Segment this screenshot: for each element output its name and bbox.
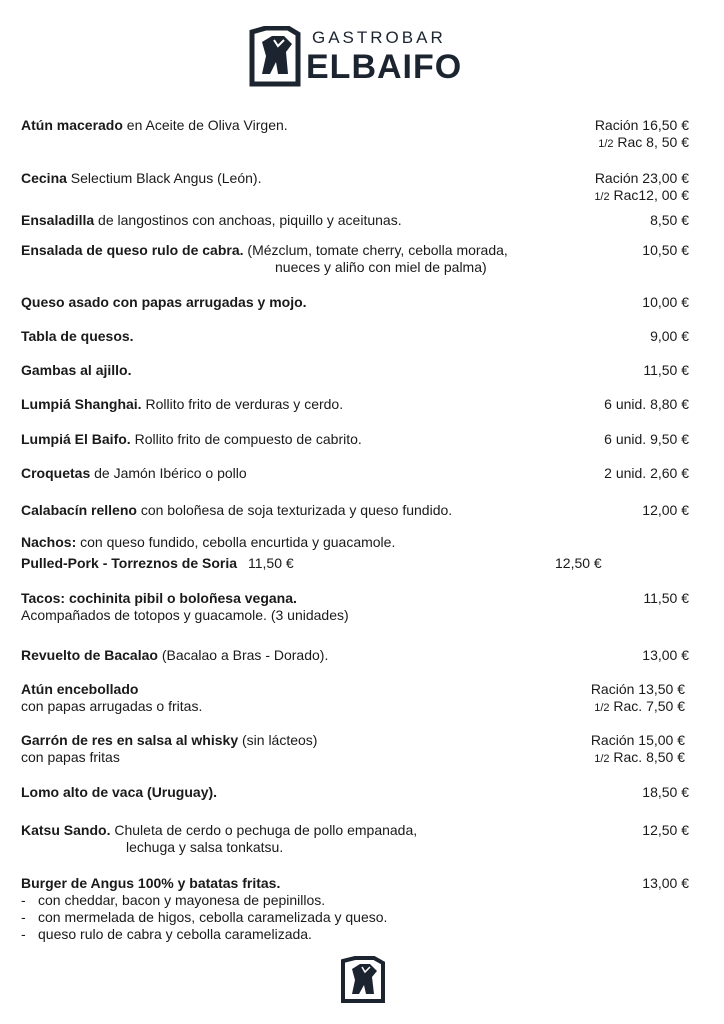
option-name: Pulled-Pork <box>21 555 99 571</box>
dish-name: Katsu Sando. <box>21 822 111 838</box>
nachos-options <box>21 555 689 575</box>
bullet-dash: - <box>21 909 26 925</box>
menu-item <box>21 875 689 943</box>
dish-price: 12,00 € <box>642 502 689 518</box>
dish-description-cont: nueces y aliño con miel de palma) <box>275 259 487 275</box>
dish-price: Ración 15,00 € <box>590 732 685 748</box>
dish-name: Tacos: cochinita pibil o boloñesa vegana. <box>21 590 297 606</box>
dish-description: de langostinos con anchoas, piquillo y aceitunas. <box>94 212 402 228</box>
menu-item <box>21 294 689 328</box>
option-price: 11,50 € <box>248 555 294 571</box>
dish-description: Selectium Black Angus (León). <box>66 170 262 186</box>
option-price: 12,50 € <box>555 555 602 571</box>
burger-option <box>21 892 689 909</box>
half-price: Rac 8, 50 € <box>613 134 689 150</box>
option-name: Torreznos de Soria <box>111 555 238 571</box>
menu-item <box>21 242 689 294</box>
brand-header <box>248 24 478 94</box>
dish-price: 8,50 € <box>650 212 689 228</box>
dish-description: en Aceite de Oliva Virgen. <box>122 117 288 133</box>
menu-list <box>21 117 689 943</box>
dish-price: 13,00 € <box>642 875 689 891</box>
dish-price: 18,50 € <box>642 784 689 800</box>
menu-item <box>21 465 689 502</box>
dish-description: Rollito frito de verduras y cerdo. <box>141 396 344 412</box>
dish-price: 6 unid. 8,80 € <box>604 396 689 412</box>
half-label: 1/2 <box>594 753 610 765</box>
dish-name: Gambas al ajillo. <box>21 362 132 378</box>
dish-name: Ensalada de queso rulo de cabra. <box>21 242 244 258</box>
dish-price: 12,50 € <box>642 822 689 838</box>
goat-head-logo-icon <box>248 26 302 88</box>
dish-name: Nachos: <box>21 534 77 550</box>
dish-name: Ensaladilla <box>21 212 95 228</box>
burger-option <box>21 926 689 943</box>
dish-description: (sin lácteos) <box>238 732 318 748</box>
brand-title: ELBAIFO <box>306 48 463 86</box>
menu-item <box>21 822 689 875</box>
menu-item <box>21 784 689 822</box>
menu-item <box>21 590 689 647</box>
dish-name: Croquetas <box>21 465 91 481</box>
dish-description: con boloñesa de soja texturizada y queso fundido. <box>136 502 453 518</box>
menu-item <box>21 681 689 732</box>
dish-price: 2 unid. 2,60 € <box>604 465 689 481</box>
half-label: 1/2 <box>594 191 610 203</box>
dish-price: Ración 16,50 € <box>594 117 689 133</box>
option-text: con cheddar, bacon y mayonesa de pepinillos. <box>38 892 326 908</box>
menu-item <box>21 732 689 784</box>
brand-subtitle: GASTROBAR <box>312 28 446 47</box>
half-label: 1/2 <box>594 702 610 714</box>
option-text: con mermelada de higos, cebolla caramelizada y queso. <box>38 909 388 925</box>
menu-item <box>21 328 689 362</box>
dish-name: Burger de Angus 100% y batatas fritas. <box>21 875 281 891</box>
dish-name: Revuelto de Bacalao <box>21 647 158 663</box>
option-separator: - <box>102 555 108 571</box>
menu-item <box>21 117 689 170</box>
dish-price: 9,00 € <box>650 328 689 344</box>
menu-item <box>21 502 689 534</box>
menu-item <box>21 534 689 590</box>
dish-name: Lumpiá Shanghai. <box>21 396 142 412</box>
dish-description: (Bacalao a Bras - Dorado). <box>157 647 329 663</box>
dish-name: Garrón de res en salsa al whisky <box>21 732 239 748</box>
goat-head-footer-icon <box>340 956 386 1004</box>
dish-description: Chuleta de cerdo o pechuga de pollo empanada, <box>110 822 418 838</box>
dish-name: Atún encebollado <box>21 681 139 697</box>
menu-item <box>21 396 689 431</box>
burger-option <box>21 909 689 926</box>
dish-price: 11,50 € <box>643 362 689 378</box>
menu-item <box>21 212 689 242</box>
dish-price: 13,00 € <box>642 647 689 663</box>
dish-name: Queso asado con papas arrugadas y mojo. <box>21 294 307 310</box>
half-price: Rac12, 00 € <box>609 187 689 203</box>
dish-description: Rollito frito de compuesto de cabrito. <box>130 431 362 447</box>
dish-name: Calabacín relleno <box>21 502 137 518</box>
half-label: 1/2 <box>598 138 614 150</box>
dish-description-cont: con papas fritas <box>21 749 120 765</box>
dish-price: Ración 13,50 € <box>590 681 685 697</box>
bullet-dash: - <box>21 892 26 908</box>
dish-price: Ración 23,00 € <box>594 170 689 186</box>
half-price: Rac. 7,50 € <box>609 698 685 714</box>
dish-name: Lomo alto de vaca (Uruguay). <box>21 784 218 800</box>
dish-price: 10,50 € <box>642 242 689 258</box>
dish-name: Tabla de quesos. <box>21 328 134 344</box>
dish-price: 6 unid. 9,50 € <box>604 431 689 447</box>
dish-name: Atún macerado <box>21 117 123 133</box>
option-text: queso rulo de cabra y cebolla caramelizada. <box>38 926 312 942</box>
bullet-dash: - <box>21 926 26 942</box>
dish-name: Cecina <box>21 170 67 186</box>
dish-description: Acompañados de totopos y guacamole. (3 unidades) <box>21 607 349 623</box>
menu-item <box>21 647 689 681</box>
dish-price: 11,50 € <box>643 590 689 606</box>
menu-item <box>21 431 689 465</box>
dish-description: con queso fundido, cebolla encurtida y guacamole. <box>76 534 396 550</box>
menu-item <box>21 170 689 212</box>
dish-description: con papas arrugadas o fritas. <box>21 698 203 714</box>
half-price: Rac. 8,50 € <box>609 749 685 765</box>
dish-description: (Mézclum, tomate cherry, cebolla morada, <box>243 242 508 258</box>
dish-price: 10,00 € <box>642 294 689 310</box>
dish-description: de Jamón Ibérico o pollo <box>90 465 247 481</box>
dish-name: Lumpiá El Baifo. <box>21 431 131 447</box>
menu-item <box>21 362 689 396</box>
dish-description-cont: lechuga y salsa tonkatsu. <box>126 839 284 855</box>
